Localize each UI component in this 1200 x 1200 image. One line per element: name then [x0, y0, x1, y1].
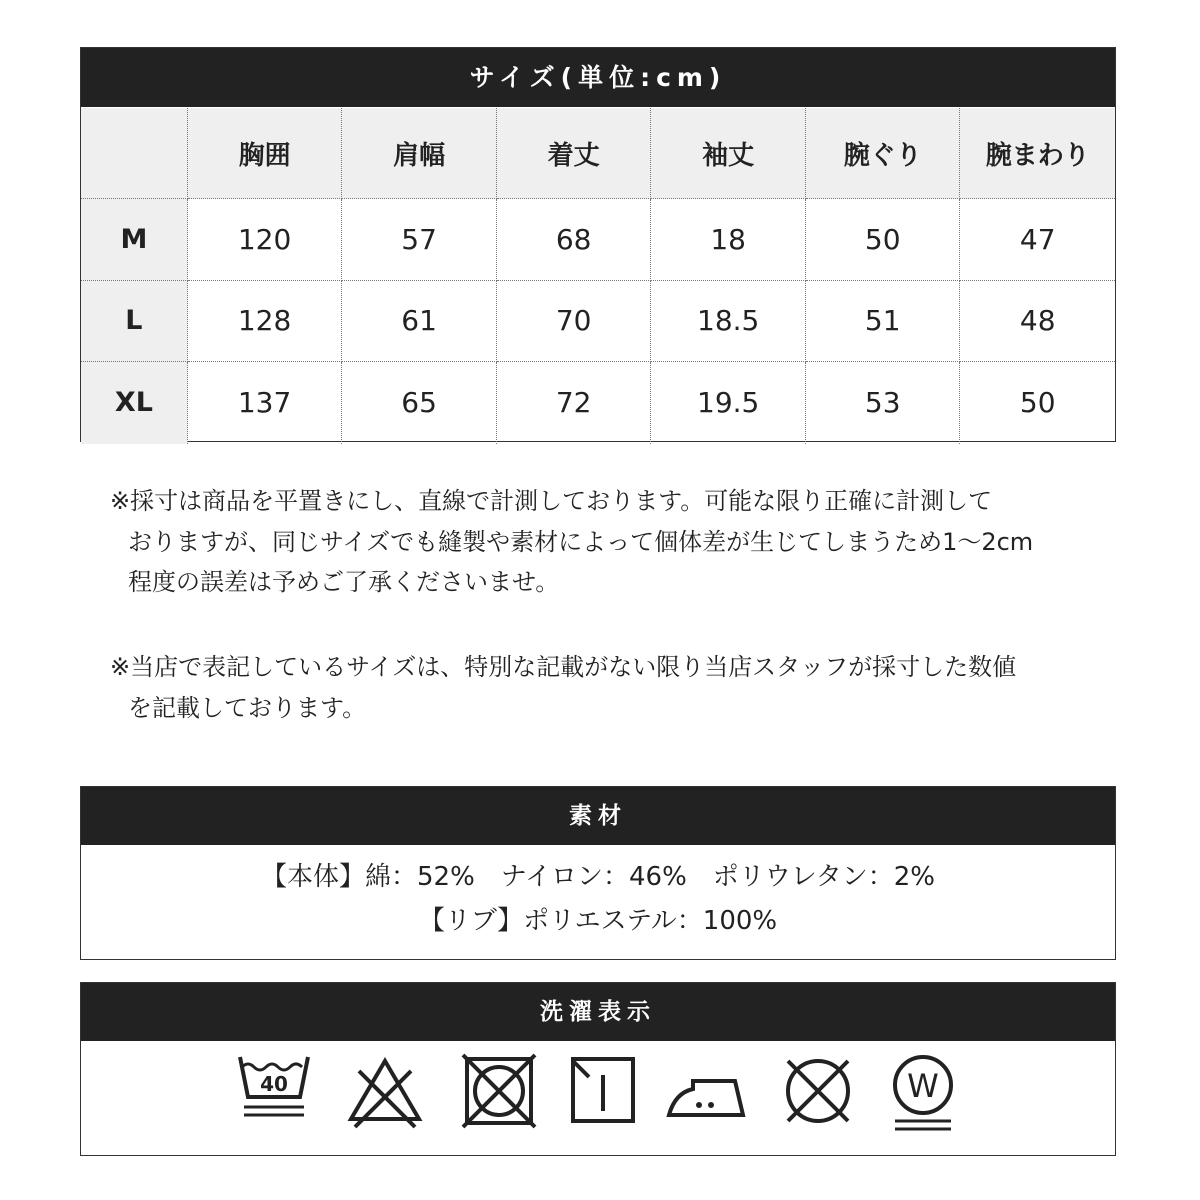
table-cell: 72 [497, 362, 652, 444]
care-icons [81, 1041, 1115, 1156]
no-dry-clean-icon [778, 1053, 858, 1129]
header-cell-shoulder: 肩幅 [342, 108, 497, 199]
size-label: L [81, 281, 188, 363]
table-cell: 57 [342, 199, 497, 281]
table-row [81, 199, 1115, 281]
size-table [80, 47, 1116, 442]
header-cell-length: 着丈 [497, 108, 652, 199]
material-title: 素材 [81, 787, 1115, 845]
note-line: ※採寸は商品を平置きにし、直線で計測しております。可能な限り正確に計測して [110, 487, 993, 515]
table-cell: 19.5 [651, 362, 806, 444]
table-row [81, 281, 1115, 363]
table-cell: 68 [497, 199, 652, 281]
line-dry-shade-icon [569, 1053, 639, 1129]
no-bleach-icon [345, 1053, 425, 1129]
table-cell: 18 [651, 199, 806, 281]
iron-medium-icon [665, 1053, 749, 1129]
no-tumble-dry-icon [459, 1053, 539, 1129]
wet-clean-very-gentle-icon [889, 1053, 959, 1133]
note-line: を記載しております。 [128, 693, 367, 722]
note-line: おりますが、同じサイズでも縫製や素材によって個体差が生じてしまうため1～2cm [128, 527, 1034, 556]
table-cell: 50 [1019, 386, 1056, 420]
size-label: XL [81, 362, 188, 444]
size-label: M [81, 199, 188, 281]
note-line: ※当店で表記しているサイズは、特別な記載がない限り当店スタッフが採寸した数値 [110, 653, 1017, 681]
table-row [81, 362, 1115, 444]
care-title: 洗濯表示 [81, 983, 1115, 1041]
table-cell: 18.5 [651, 281, 806, 363]
wash-40-gentle-icon [234, 1053, 314, 1129]
table-cell: 137 [188, 362, 343, 444]
table-cell: 47 [960, 199, 1115, 281]
table-cell: 70 [497, 281, 652, 363]
table-cell: 128 [188, 281, 343, 363]
note-line: 程度の誤差は予めご了承くださいませ。 [128, 568, 560, 596]
size-source-note [110, 647, 1110, 728]
wet-clean-letter: W [907, 1067, 939, 1105]
header-cell-armhole: 腕ぐり [806, 108, 961, 199]
table-cell: 48 [960, 281, 1115, 363]
size-table-header-row [81, 108, 1115, 199]
size-table-title: サイズ(単位:cm) [81, 48, 1115, 107]
material-body-line: 【本体】綿：52% ナイロン：46% ポリウレタン：2% [261, 862, 935, 892]
wash-temp-label: 40 [260, 1072, 288, 1096]
header-cell-sleeve: 袖丈 [651, 108, 806, 199]
header-cell-chest: 胸囲 [188, 108, 343, 199]
material-rib-line: 【リブ】ポリエステル：100% [418, 906, 778, 936]
table-cell: 50 [806, 199, 961, 281]
header-cell-arm-circumference: 腕まわり [960, 108, 1115, 199]
measurement-note [110, 481, 1110, 603]
table-cell: 65 [342, 362, 497, 444]
material-section [80, 786, 1116, 960]
table-cell: 120 [188, 199, 343, 281]
table-cell: 51 [806, 281, 961, 363]
table-cell: 53 [806, 362, 961, 444]
care-section [80, 982, 1116, 1156]
header-cell-empty [81, 108, 188, 199]
table-cell: 61 [342, 281, 497, 363]
